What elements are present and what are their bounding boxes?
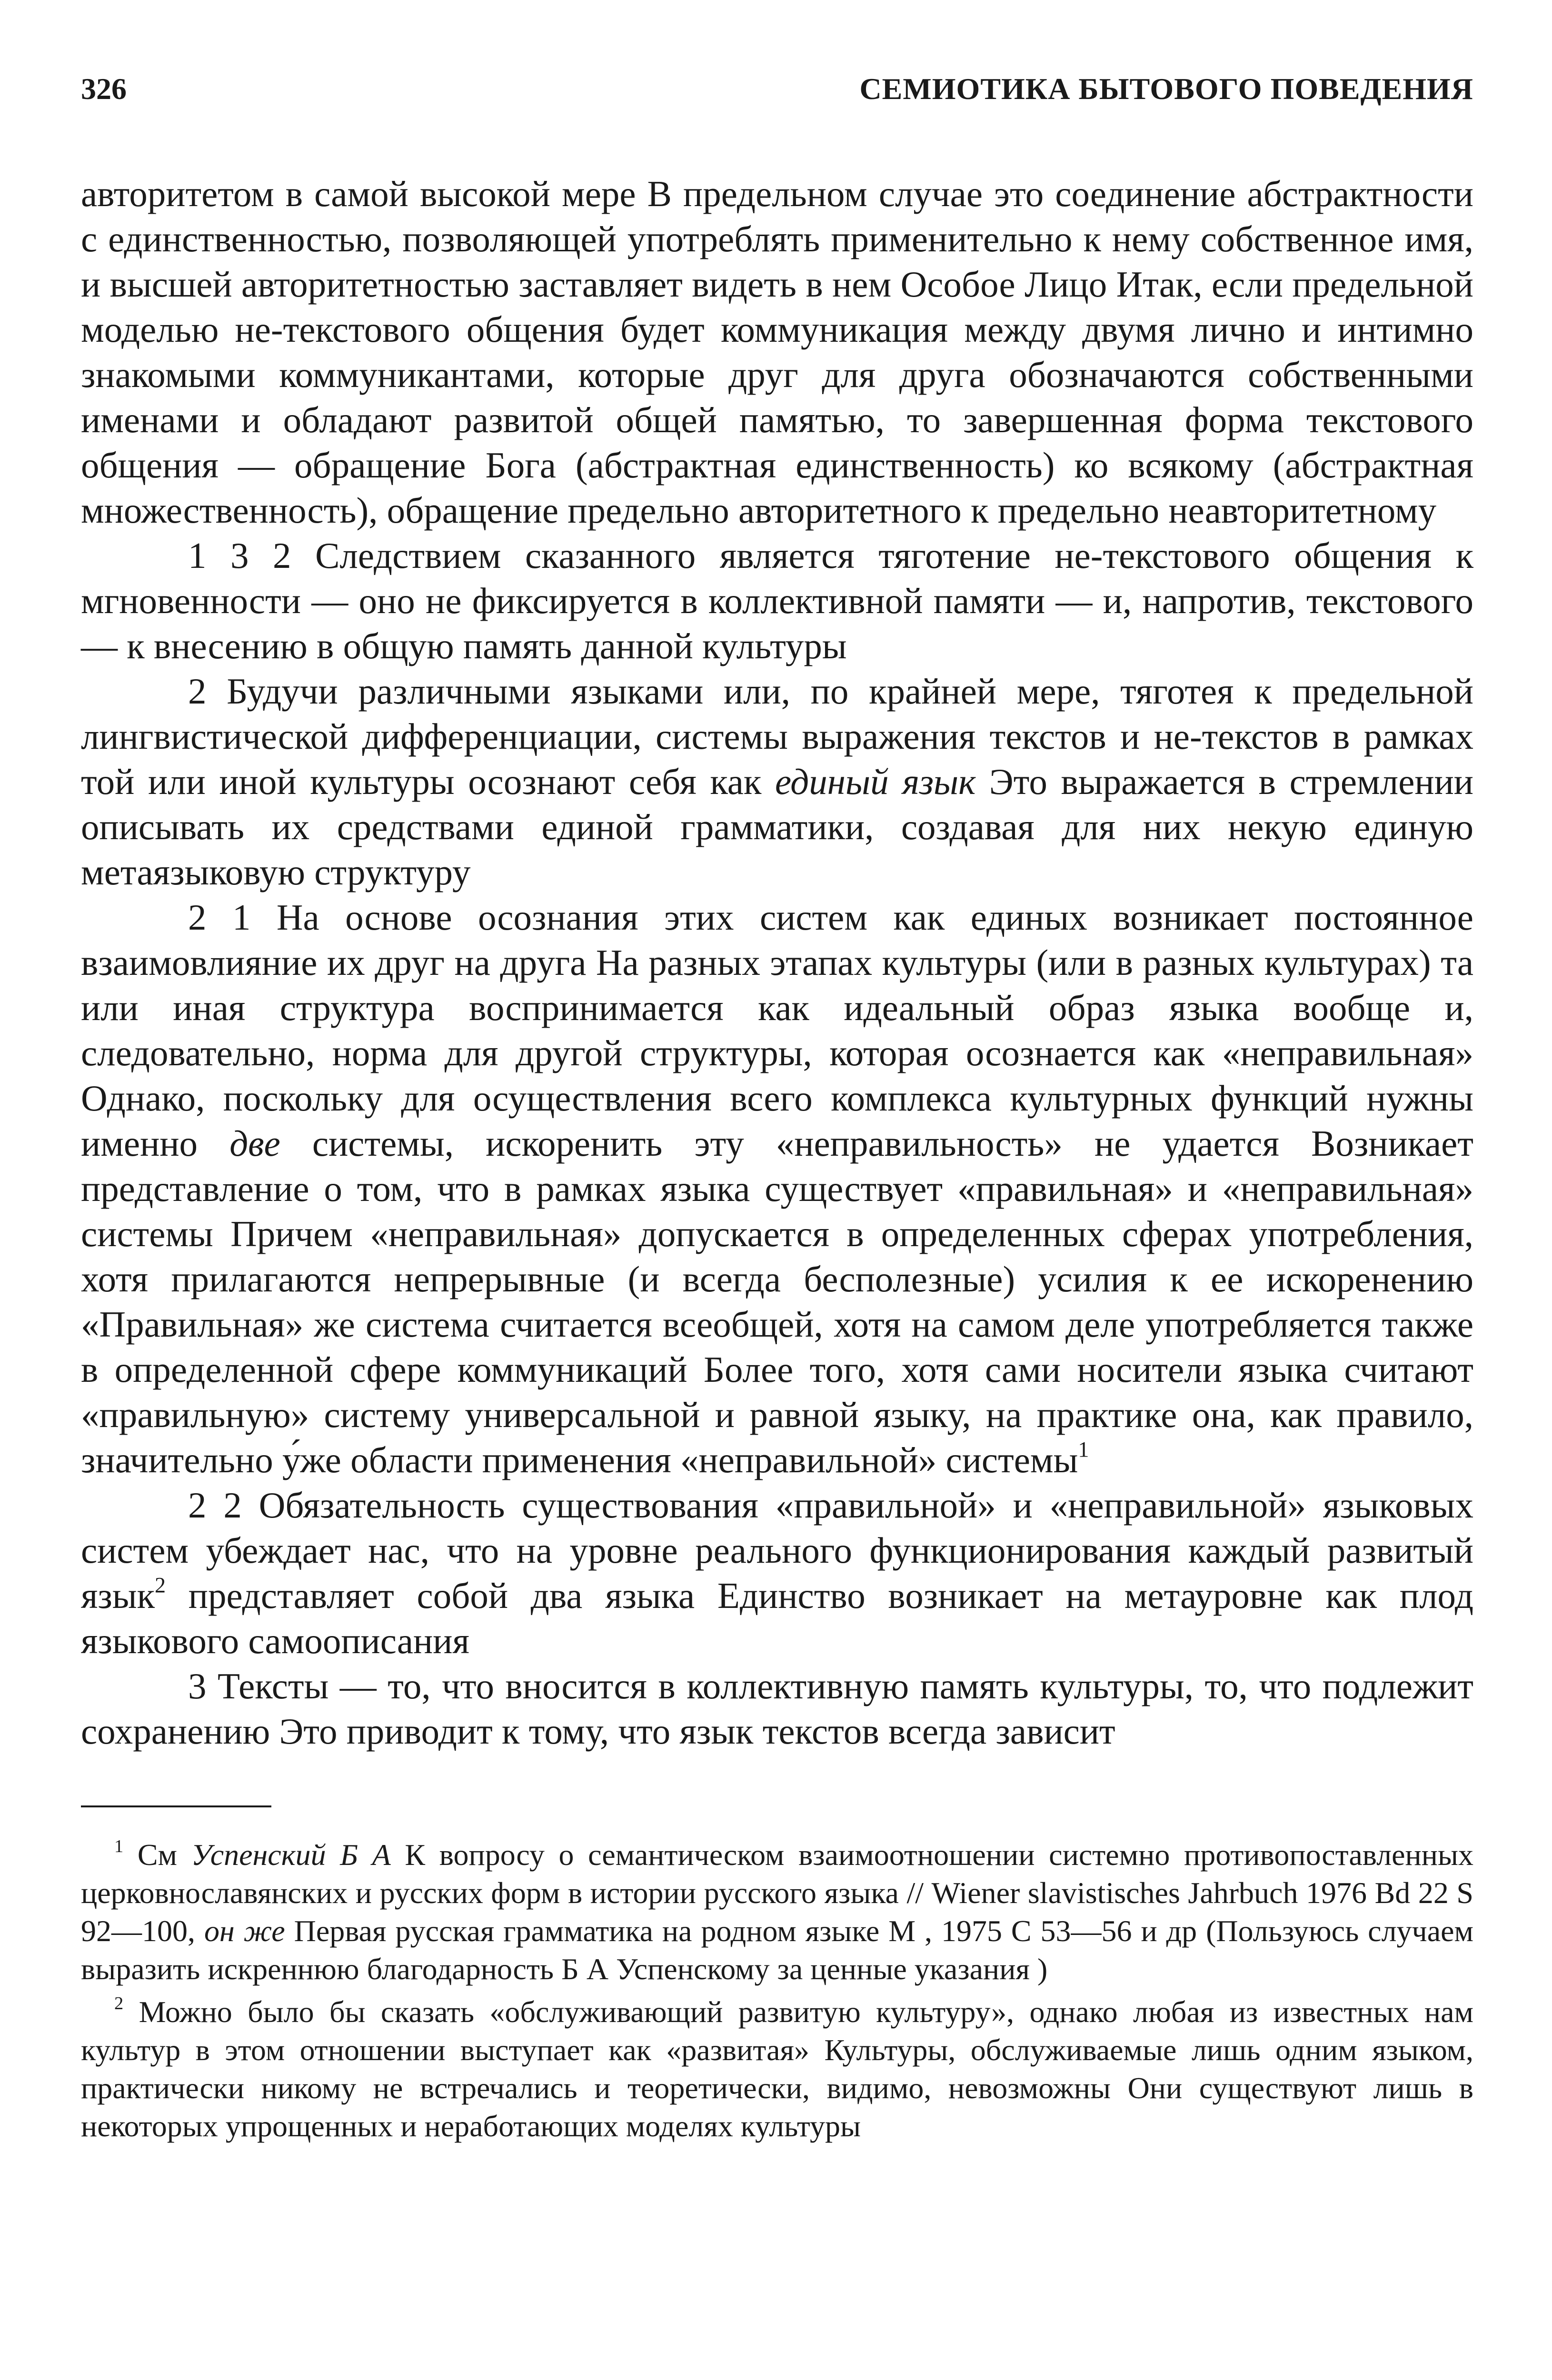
paragraph-text: 2 Будучи различными языками или, по крайней мере, тяготея к предельной лингвистической дифференциации, системы выражения текстов и не-текстов в рамках той или иной культуры осознают себя как: [81, 671, 1473, 802]
italic-term: две: [229, 1123, 280, 1164]
footnote-author: Успенский Б А: [191, 1838, 391, 1872]
italic-term: единый язык: [775, 761, 976, 802]
paragraph-text: 2 2 Обязательность существования «правильной» и «неправильной» языковых систем убеждает нас, что на уровне реального функционирования каждый развитый язык: [81, 1485, 1473, 1616]
page-number: 326: [81, 72, 127, 106]
footnote-1: [81, 1836, 1473, 1988]
paragraph: [81, 1483, 1473, 1664]
footnote-text: Можно было бы сказать «обслуживающий развитую культуру», однако любая из известных нам культур в этом отношении выступает как «развитая» Культуры, обслуживаемые лишь одним языком, практически никому не встречались и теоретически, видимо, невозможны Они существуют лишь в некоторых упрощенных и неработающих моделях культуры: [81, 1995, 1473, 2143]
paragraph: [81, 895, 1473, 1483]
paragraph: [81, 171, 1473, 533]
footnote-author: он же: [204, 1914, 285, 1948]
footnotes: [81, 1836, 1473, 2145]
paragraph: [81, 669, 1473, 895]
footnote-text: Первая русская грамматика на родном языке М , 1975 С 53—56 и др (Пользуюсь случаем выразить искреннюю благодарность Б А Успенскому за ценные указания ): [81, 1914, 1474, 1986]
footnote-ref[interactable]: 1: [1078, 1437, 1089, 1462]
footnote-number: 2: [114, 1993, 124, 2014]
page-header: [81, 71, 1473, 114]
paragraph-text: представляет собой два языка Единство возникает на метауровне как плод языкового самоописания: [81, 1575, 1473, 1661]
book-page: [81, 71, 1473, 2150]
paragraph: [81, 1664, 1473, 1754]
paragraph-text: Это выражается в стремлении описывать их средствами единой грамматики, создавая для них некую единую метаязыковую структуру: [81, 761, 1473, 892]
paragraph-text: 2 1 На основе осознания этих систем как единых возникает постоянное взаимовлияние их друг на друга На разных этапах культуры (или в разных культурах) та или иная структура воспринимается как идеальный образ языка вообще и, следовательно, норма для другой структуры, которая осознается как «неправильная» Однако, поскольку для осуществления всего комплекса культурных функций нужны именно: [81, 897, 1473, 1164]
paragraph-text: системы, искоренить эту «неправильность» не удается Возникает представление о том, что в рамках языка существует «правильная» и «неправильная» системы Причем «неправильная» допускается в определенных сферах употребления, хотя прилагаются непрерывные (и всегда бесполезные) усилия к ее искоренению «Правильная» же система считается всеобщей, хотя на самом деле употребляется также в определенной сфере коммуникаций Более того, хотя сами носители языка считают «правильную» систему универсальной и равной языку, на практике она, как правило, значительно у́же области применения «неправильной» системы: [81, 1123, 1473, 1480]
footnote-text: См: [123, 1838, 191, 1872]
footnote-2: [81, 1993, 1473, 2145]
paragraph-text: авторитетом в самой высокой мере В предельном случае это соединение абстрактности с единственностью, позволяющей употреблять применительно к нему собственное имя, и высшей авторитетностью заставляет видеть в нем Особое Лицо Итак, если предельной моделью не-текстового общения будет коммуникация между двумя лично и интимно знакомыми коммуникантами, которые друг для друга обозначаются собственными именами и обладают развитой общей памятью, то завершенная форма текстового общения — обращение Бога (абстрактная единственность) ко всякому (абстрактная множественность), обращение предельно авторитетного к предельно неавторитетному: [81, 173, 1473, 531]
footnote-number: 1: [114, 1836, 124, 1857]
main-text: [81, 171, 1473, 1754]
footnote-divider: [81, 1805, 271, 1807]
paragraph: [81, 533, 1473, 669]
paragraph-text: 3 Тексты — то, что вносится в коллективную память культуры, то, что подлежит сохранению Это приводит к тому, что язык текстов всегда зависит: [81, 1666, 1473, 1752]
footnote-text: К вопросу о семантическом взаимоотношении системно противопоставленных церковнославянских и русских форм в истории русского языка // Wiener slavistisches Jahrbuch 1976 Bd 22 S 92—100,: [81, 1838, 1474, 1948]
paragraph-text: 1 3 2 Следствием сказанного является тяготение не-текстового общения к мгновенности — оно не фиксируется в коллективной памяти — и, напротив, текстового — к внесению в общую память данной культуры: [81, 535, 1473, 666]
footnote-ref[interactable]: 2: [154, 1573, 166, 1597]
running-title: СЕМИОТИКА БЫТОВОГО ПОВЕДЕНИЯ: [859, 72, 1473, 106]
